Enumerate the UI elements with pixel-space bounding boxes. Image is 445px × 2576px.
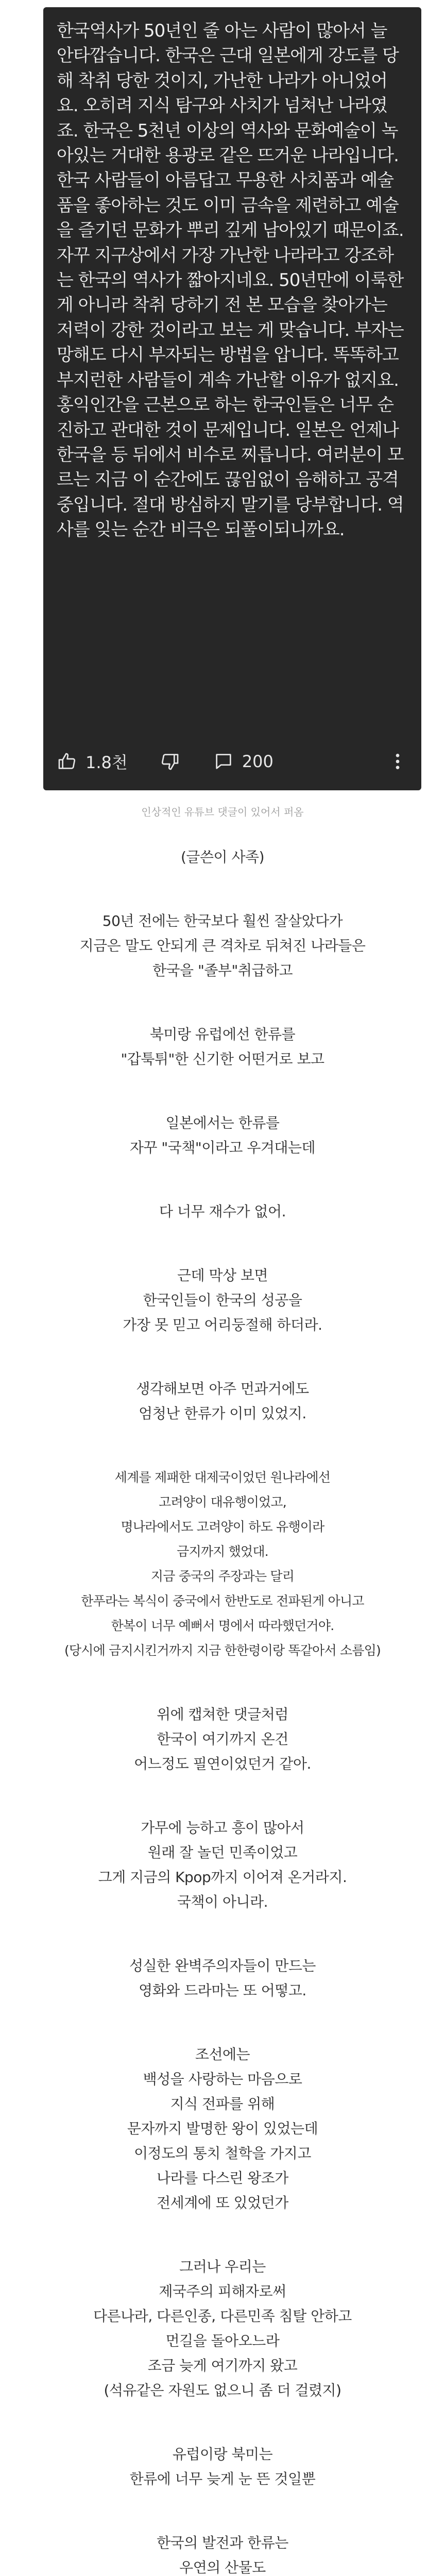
paragraph: 일본에서는 한류를 자꾸 "국책"이라고 우겨대는데 <box>129 1114 316 1156</box>
paragraph: 유럽이랑 북미는 한류에 너무 늦게 눈 뜬 것일뿐 <box>129 2446 316 2487</box>
post-body <box>0 845 445 2576</box>
paragraph: 위에 캡쳐한 댓글처럼 한국이 여기까지 온건 어느정도 필연이었던거 같아. <box>134 1706 311 1772</box>
paragraph: 한국의 발전과 한류는 우연의 산물도 <box>157 2534 288 2576</box>
paragraph: 북미랑 유럽에선 한류를 "갑툭튀"한 신기한 어떤거로 보고 <box>121 1026 324 1067</box>
paragraph: 근데 막상 보면 한국인들이 한국의 성공을 가장 못 믿고 어리둥절해 하더라. <box>123 1267 322 1333</box>
thumbs-down-icon <box>160 751 180 772</box>
paragraph: 50년 전에는 한국보다 훨씬 잘살았다가 지금은 말도 안되게 큰 격차로 뒤쳐진 나라들은 한국을 "졸부"취급하고 <box>79 912 366 979</box>
paragraph: 조선에는 백성을 사랑하는 마음으로 지식 전파를 위해 문자까지 발명한 왕이 있었는데 이정도의 통치 철학을 가지고 나라를 다스린 왕조가 전세계에 또 있었던가 <box>127 2046 318 2211</box>
paragraph: 그러나 우리는 제국주의 피해자로써 다른나라, 다른인종, 다른민족 침탈 안하고 먼길을 돌아오느라 조금 늦게 여기까지 왔고 (석유같은 자원도 없으니 좀 더 걸렸지) <box>93 2258 352 2399</box>
thumbs-up-icon <box>57 751 77 772</box>
like-button[interactable] <box>57 750 128 773</box>
paragraph: 가무에 능하고 흥이 많아서 원래 잘 놀던 민족이었고 그게 지금의 Kpop까지 이어져 온거라지. 국책이 아니라. <box>98 1819 347 1910</box>
like-count: 1.8천 <box>85 753 128 772</box>
paragraph: (글쓴이 사족) <box>181 849 264 866</box>
image-caption: 인상적인 유튜브 댓글이 있어서 퍼옴 <box>141 806 304 818</box>
reply-button[interactable] <box>213 751 273 772</box>
more-options-button[interactable] <box>387 751 408 772</box>
dislike-button[interactable] <box>160 751 180 772</box>
youtube-comment-card <box>43 7 421 790</box>
paragraph: 성실한 완벽주의자들이 만드는 영화와 드라마는 또 어떻고. <box>129 1957 316 1999</box>
reply-count: 200 <box>242 752 273 771</box>
comment-text: 한국역사가 50년인 줄 아는 사람이 많아서 늘 안타깝습니다. 한국은 근대 일본에게 강도를 당해 착취 당한 것이지, 가난한 나라가 아니었어요. 오히려 지식 탐구와 사치가 넘쳐난 나라였죠. 한국은 5천년 이상의 역사와 문화예술이 녹아있는 거대한 용광로 같은 뜨거운 나라입니다. 한국 사람들이 아름답고 무용한 사치품과 예술품을 좋아하는 것도 이미 금속을 제련하고 예술을 즐기던 문화가 뿌리 깊게 남아있기 때문이죠. 자꾸 지구상에서 가장 가난한 나라라고 강조하는 한국의 역사가 짧아지네요. 50년만에 이룩한 게 아니라 착취 당하기 전 본 모습을 찾아가는 저력이 강한 것이라고 보는 게 맞습니다. 부자는 망해도 다시 부자되는 방법을 압니다. 똑똑하고 부지런한 사람들이 계속 가난할 이유가 없지요. 홍익인간을 근본으로 하는 한국인들은 너무 순진하고 관대한 것이 문제입니다. 일본은 언제나 한국을 등 뒤에서 비수로 찌릅니다. 여러분이 모르는 지금 이 순간에도 끊임없이 음해하고 공격중입니다. 절대 방심하지 말기를 당부합니다. 역사를 잊는 순간 비극은 되풀이되니까요. <box>57 21 404 540</box>
paragraph: 세계를 제패한 대제국이었던 원나라에선 고려양이 대유행이었고, 명나라에서도 고려양이 하도 유행이라 금지까지 했었대. 지금 중국의 주장과는 달리 한푸라는 복식이 중국에서 한반도로 전파된게 아니고 한복이 너무 예뻐서 명에서 따라했던거야. (당시에 금지시킨거까지 지금 한한령이랑 똑같아서 소름임) <box>64 1470 381 1658</box>
paragraph: 생각해보면 아주 먼과거에도 엄청난 한류가 이미 있었지. <box>136 1380 309 1422</box>
more-icon <box>387 751 408 772</box>
reply-icon <box>213 751 234 772</box>
comment-actions <box>57 746 408 777</box>
paragraph: 다 너무 재수가 없어. <box>159 1203 286 1220</box>
